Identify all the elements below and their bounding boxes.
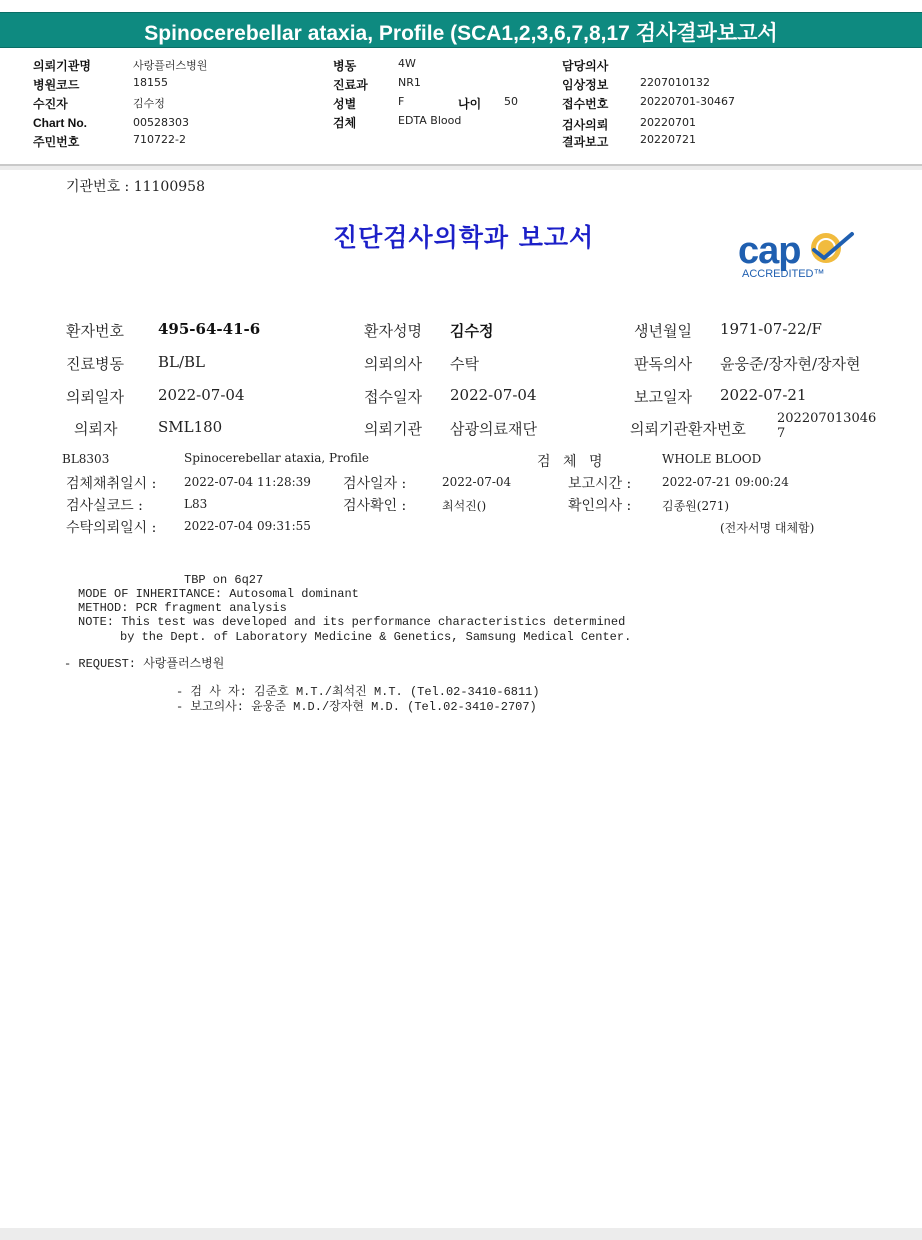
note-continuation-line: by the Dept. of Laboratory Medicine & Genetics, Samsung Medical Center. bbox=[120, 630, 632, 644]
chart-no-value: 00528303 bbox=[133, 116, 189, 129]
report-date-label: 보고일자 bbox=[634, 388, 692, 406]
lab-code-label: 검사실코드 : bbox=[66, 498, 143, 514]
request-line: - REQUEST: 사랑플러스병원 bbox=[64, 657, 225, 671]
institution-number: 기관번호 : 11100958 bbox=[66, 179, 205, 195]
request-date-label: 의뢰일자 bbox=[66, 388, 124, 406]
age-label: 나이 bbox=[458, 97, 482, 111]
receipt-no-value: 20220701-30467 bbox=[640, 95, 735, 108]
cap-logo-accredited: ACCREDITED™ bbox=[742, 268, 825, 280]
patient-name-value: 김수정 bbox=[450, 322, 494, 340]
dob-label: 생년월일 bbox=[634, 322, 692, 340]
reading-doctor-value: 윤웅준/장자현/장자현 bbox=[720, 355, 861, 373]
receipt-no-label: 접수번호 bbox=[562, 97, 609, 111]
institution-patient-no-value-line1: 202207013046 bbox=[777, 411, 877, 426]
consignment-datetime-value: 2022-07-04 09:31:55 bbox=[184, 519, 311, 533]
collection-datetime-value: 2022-07-04 11:28:39 bbox=[184, 475, 311, 489]
tester-line: - 검 사 자: 김준호 M.T./최석진 M.T. (Tel.02-3410-6811) bbox=[176, 685, 540, 699]
report-time-value: 2022-07-21 09:00:24 bbox=[662, 475, 789, 489]
report-title-bar bbox=[0, 12, 922, 48]
requester-label: 의뢰자 bbox=[74, 420, 118, 438]
electronic-signature-note: (전자서명 대체함) bbox=[720, 521, 815, 535]
test-request-value: 20220701 bbox=[640, 116, 696, 129]
method-line: METHOD: PCR fragment analysis bbox=[78, 601, 287, 615]
institution-patient-no-label: 의뢰기관환자번호 bbox=[630, 420, 746, 438]
confirm-doctor-value: 김종원(271) bbox=[662, 499, 730, 513]
institution-patient-no-value-line2: 7 bbox=[777, 426, 786, 441]
specimen-name-value: WHOLE BLOOD bbox=[662, 452, 762, 466]
header-separator bbox=[0, 166, 922, 170]
test-code: BL8303 bbox=[62, 452, 110, 466]
resident-no-label: 주민번호 bbox=[33, 135, 80, 149]
dob-value: 1971-07-22/F bbox=[720, 320, 822, 338]
test-date-label: 검사일자 : bbox=[343, 476, 407, 492]
test-date-value: 2022-07-04 bbox=[442, 475, 512, 489]
request-date-value: 2022-07-04 bbox=[158, 386, 245, 404]
header-info-box bbox=[0, 48, 922, 166]
requesting-institution-label: 의뢰기관 bbox=[364, 420, 422, 438]
test-request-label: 검사의뢰 bbox=[562, 118, 609, 132]
inheritance-mode-line: MODE OF INHERITANCE: Autosomal dominant bbox=[78, 587, 359, 601]
cap-logo-word: cap bbox=[738, 230, 801, 272]
resident-no-value: 710722-2 bbox=[133, 133, 186, 146]
institution-name-label: 의뢰기관명 bbox=[33, 59, 91, 73]
specimen-label: 검체 bbox=[333, 116, 357, 130]
ward-label: 병동 bbox=[333, 59, 357, 73]
ward-value: 4W bbox=[398, 57, 416, 70]
clinical-info-label: 임상정보 bbox=[562, 78, 609, 92]
department-value: NR1 bbox=[398, 76, 421, 89]
report-time-label: 보고시간 : bbox=[568, 476, 632, 492]
collection-datetime-label: 검체채취일시 : bbox=[66, 476, 157, 492]
department-label: 진료과 bbox=[333, 78, 368, 92]
report-title: Spinocerebellar ataxia, Profile (SCA1,2,3,6,7,8,17 검사결과보고서 bbox=[144, 22, 778, 45]
treatment-ward-label: 진료병동 bbox=[66, 355, 124, 373]
report-heading: 진단검사의학과 보고서 bbox=[333, 223, 595, 252]
consignment-datetime-label: 수탁의뢰일시 : bbox=[66, 520, 157, 536]
receipt-date-value: 2022-07-04 bbox=[450, 386, 537, 404]
result-gene-line: TBP on 6q27 bbox=[184, 573, 264, 587]
test-confirm-value: 최석진() bbox=[442, 499, 487, 513]
cap-checkmark-icon bbox=[806, 228, 858, 268]
lab-code-value: L83 bbox=[184, 497, 208, 511]
requester-value: SML180 bbox=[158, 418, 223, 436]
cap-accredited-logo bbox=[736, 226, 860, 284]
result-report-label: 결과보고 bbox=[562, 135, 609, 149]
hospital-code-value: 18155 bbox=[133, 76, 168, 89]
chart-no-label: Chart No. bbox=[33, 116, 87, 130]
result-report-value: 20220721 bbox=[640, 133, 696, 146]
specimen-name-label: 검 체 명 bbox=[537, 454, 603, 470]
page-bottom-bar bbox=[0, 1228, 922, 1240]
reporting-doctor-line: - 보고의사: 윤웅준 M.D./장자현 M.D. (Tel.02-3410-2707) bbox=[176, 700, 537, 714]
test-confirm-label: 검사확인 : bbox=[343, 498, 407, 514]
receipt-date-label: 접수일자 bbox=[364, 388, 422, 406]
treatment-ward-value: BL/BL bbox=[158, 353, 206, 371]
clinical-info-value: 2207010132 bbox=[640, 76, 710, 89]
institution-name-value: 사랑플러스병원 bbox=[133, 59, 208, 72]
requesting-institution-value: 삼광의료재단 bbox=[450, 420, 537, 438]
report-date-value: 2022-07-21 bbox=[720, 386, 807, 404]
attending-doctor-label: 담당의사 bbox=[562, 59, 609, 73]
specimen-value: EDTA Blood bbox=[398, 114, 462, 127]
patient-value: 김수정 bbox=[133, 97, 165, 110]
patient-no-label: 환자번호 bbox=[66, 322, 124, 340]
hospital-code-label: 병원코드 bbox=[33, 78, 80, 92]
patient-name-label: 환자성명 bbox=[364, 322, 422, 340]
sex-label: 성별 bbox=[333, 97, 357, 111]
requesting-doctor-value: 수탁 bbox=[450, 355, 479, 373]
sex-value: F bbox=[398, 95, 405, 108]
patient-no-value: 495-64-41-6 bbox=[158, 320, 261, 338]
age-value: 50 bbox=[504, 95, 518, 108]
test-name: Spinocerebellar ataxia, Profile bbox=[184, 451, 370, 465]
confirm-doctor-label: 확인의사 : bbox=[568, 498, 632, 514]
note-line: NOTE: This test was developed and its performance characteristics determined bbox=[78, 615, 626, 629]
requesting-doctor-label: 의뢰의사 bbox=[364, 355, 422, 373]
reading-doctor-label: 판독의사 bbox=[634, 355, 692, 373]
patient-label: 수진자 bbox=[33, 97, 68, 111]
